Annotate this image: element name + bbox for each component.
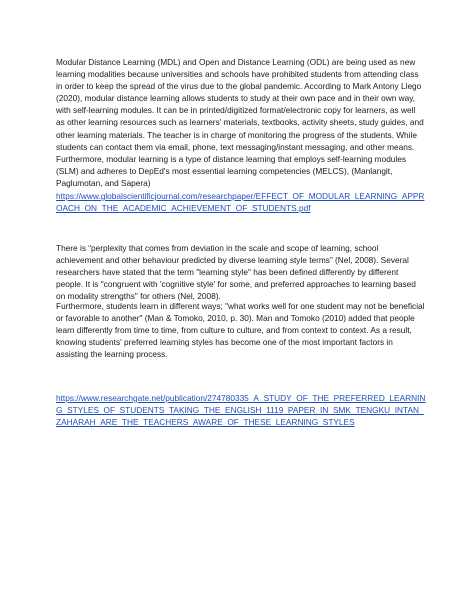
link-globalscientificjournal[interactable]: https://www.globalscientificjournal.com/researchpaper/EFFECT_OF_MODULAR_LEARNING_APPROACH_ON_THE_ACADEMIC_ACHIEVEMENT_OF_STUDENTS.pdf: [56, 191, 425, 214]
link-researchgate[interactable]: https://www.researchgate.net/publication/274780335_A_STUDY_OF_THE_PREFERRED_LEARNING_STYLES_OF_STUDENTS_TAKING_THE_ENGLISH_1119_PAPER_IN_SMK_TENGKU_INTAN_ZAHARAH_ARE_THE_TEACHERS_AWARE_OF_THESE_LEARNING_STYLES: [56, 393, 426, 428]
paragraph-modular-learning: Modular Distance Learning (MDL) and Open and Distance Learning (ODL) are being used as new learning modalities because universities and schools have prohibited students from attending class in order to keep the spread of the virus due to the global pandemic. According to Mark Antony Llego (2020), modular distance learning allows students to study at their own pace and in their own way, with self-learning modules. It can be in printed/digitized format/electronic copy for learners, as well as other learning resources such as learners' materials, textbooks, activity sheets, study guides, and other learning materials. The teacher is in charge of monitoring the progress of the students. While students can contact them via email, phone, text messaging/instant messaging, and other means. Furthermore, modular learning is a type of distance learning that employs self-learning modules (SLM) and adheres to DepEd's most essential learning competencies (MELCS), (Manlangit, Paglumotan, and Sapera): [56, 57, 424, 188]
paragraph-learning-style: There is “perplexity that comes from deviation in the scale and scope of learning, school achievement and other behaviour predicted by diverse learning style terms” (Nel, 2008). Several researchers have stated that the term "learning style" has been defined differently by different people. It is "congruent with 'cognitive style' for some, and preferred approaches to learning based on modality strengths" for others (Nel, 2008).: [56, 243, 416, 302]
paragraph-students-learn: Furthermore, students learn in different ways; "what works well for one student may not be beneficial or favorable to another" (Man & Tomoko, 2010, p. 30). Man and Tomoko (2010) added that people learn differently from time to time, from culture to culture, and from context to context. As a result, knowing students' preferred learning styles has become one of the most important factors in assisting the learning process.: [56, 301, 425, 360]
